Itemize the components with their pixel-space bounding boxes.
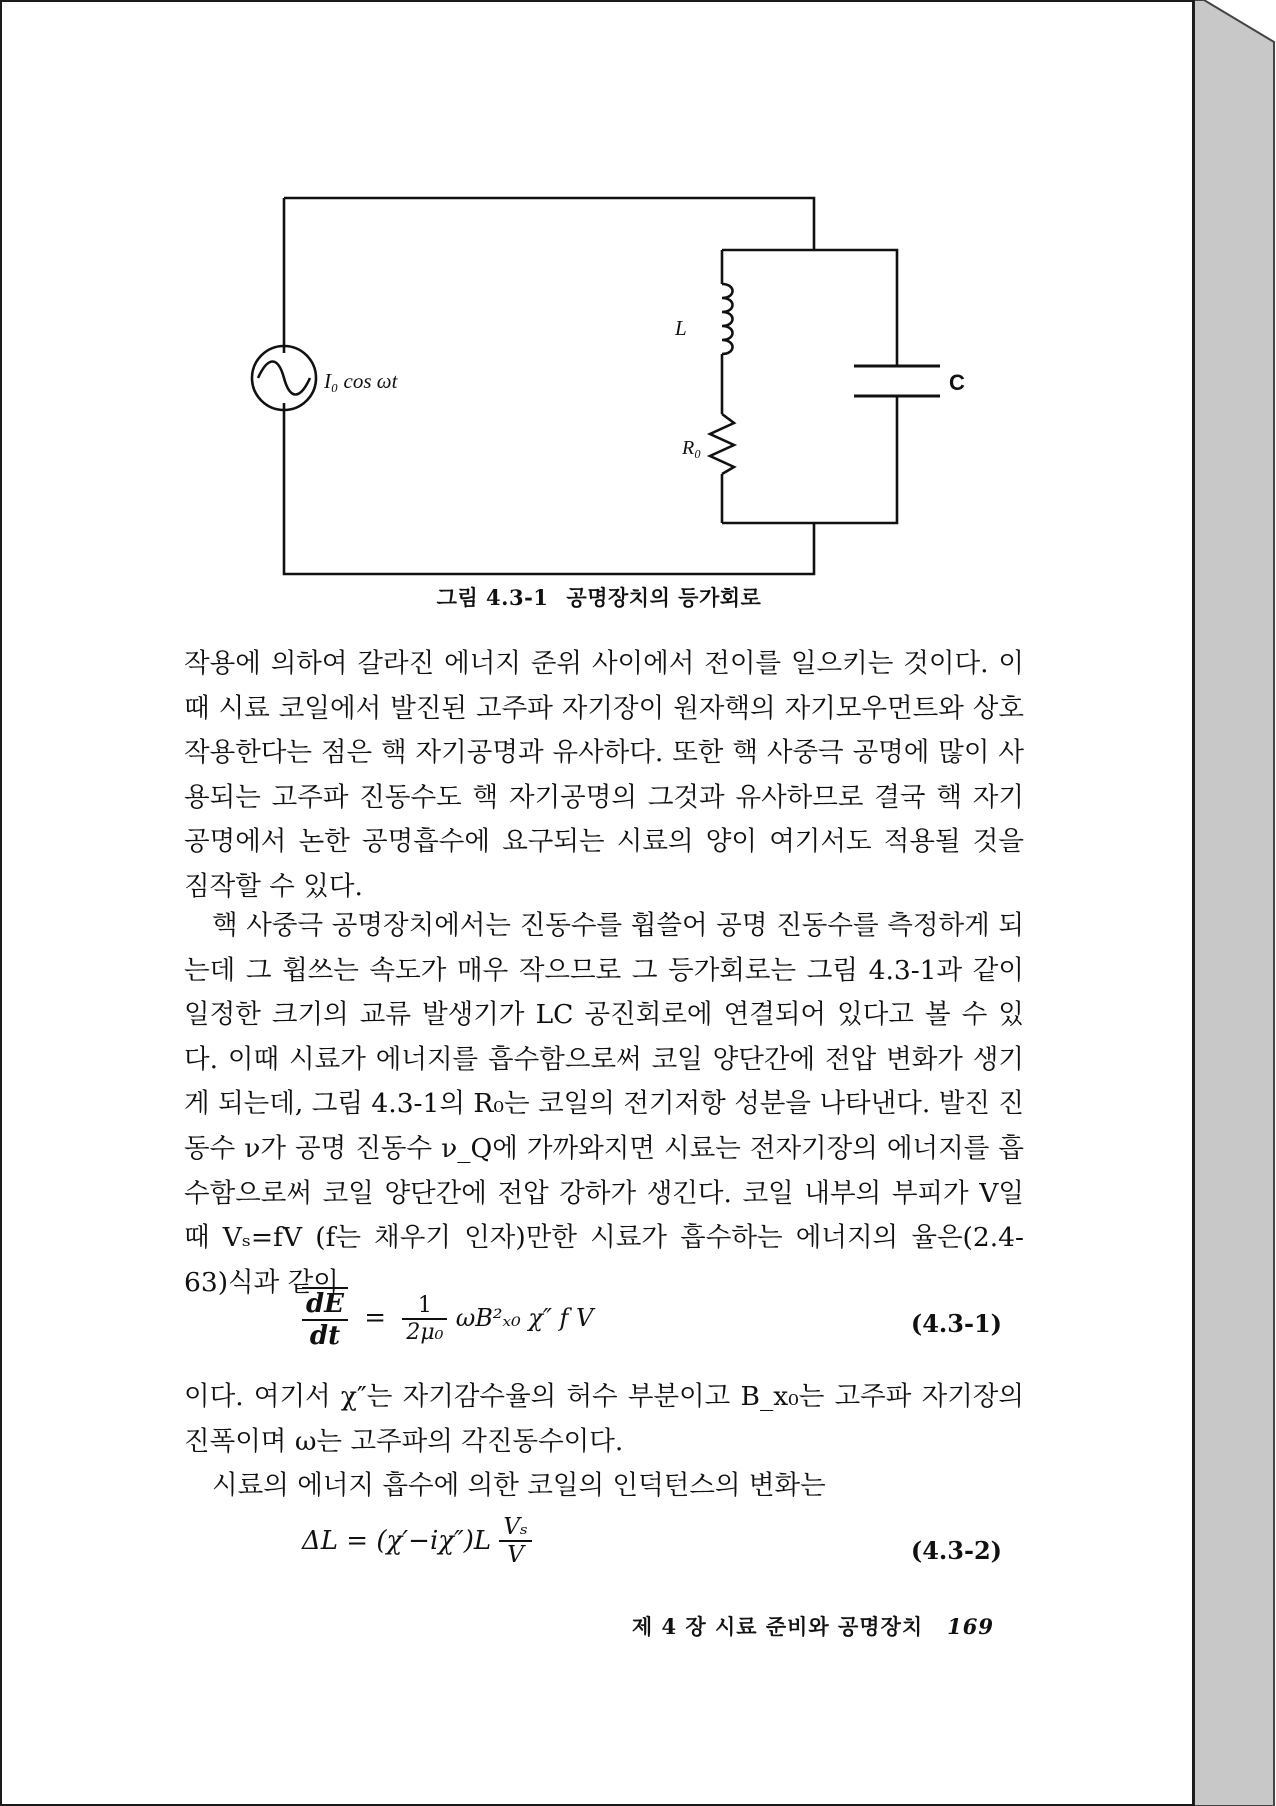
equation-fraction: [499, 1514, 531, 1568]
equation-rhs-tail: ωB²ₓ₀ χ″ f V: [455, 1304, 594, 1332]
equation-4-3-2: [302, 1514, 1002, 1594]
resistor-label: R₀: [682, 437, 702, 459]
equation-lhs-numerator: dE: [302, 1287, 348, 1321]
equation-number: (4.3-1): [910, 1309, 1002, 1338]
page-footer: [184, 1611, 994, 1641]
equation-4-3-1: [302, 1287, 1002, 1367]
paragraph-text: 시료의 에너지 흡수에 의한 코일의 인덕턴스의 변화는: [212, 1470, 826, 1502]
equation-equals: =: [364, 1303, 387, 1333]
equation-rhs-fraction: [402, 1293, 447, 1345]
page-number: 169: [947, 1614, 994, 1639]
equation-fraction-numerator: Vₛ: [499, 1514, 531, 1542]
inner-top-wire: [722, 250, 897, 357]
inductor-label: L: [675, 316, 687, 340]
circuit-diagram: [2, 2, 1196, 602]
equation-lhs-fraction: [302, 1287, 348, 1351]
capacitor-label: C: [949, 370, 965, 395]
equation-number: (4.3-2): [910, 1536, 1002, 1565]
figure-caption-text: 공명장치의 등가회로: [566, 585, 762, 610]
equation-lhs: ΔL = (χ′−iχ″)L: [302, 1526, 492, 1556]
paragraph-3: [184, 1375, 1024, 1509]
inductor-coil-icon: [722, 284, 733, 354]
paragraph-1: [184, 642, 1024, 910]
chapter-title: 제 4 장 시료 준비와 공명장치: [631, 1614, 924, 1639]
equation-fraction-denominator: V: [507, 1542, 524, 1568]
paragraph-text: 이다. 여기서 χ″는 자기감수율의 허수 부분이고 B_x₀는 고주파 자기장의 진폭이며 ω는 고주파의 각진동수이다.: [184, 1381, 1024, 1457]
paragraph-text: 작용에 의하여 갈라진 에너지 준위 사이에서 전이를 일으키는 것이다. 이때 시료 코일에서 발진된 고주파 자기장이 원자핵의 자기모우먼트와 상호작용한다는 점은 핵 자기공명과 유사하다. 또한 핵 사중극 공명에 많이 사용되는 고주파 진동수도 핵 자기공명의 그것과 유사하므로 결국 핵 자기공명에서 논한 공명흡수에 요구되는 시료의 양이 여기서도 적용될 것을 짐작할 수 있다.: [184, 648, 1024, 902]
figure-number: 그림 4.3-1: [436, 585, 549, 610]
equation-lhs-denominator: dt: [309, 1321, 341, 1351]
equation-rhs-denominator: 2μ₀: [406, 1320, 444, 1345]
source-label: I₀ cos ωt: [324, 369, 398, 393]
resistor-zigzag-icon: [710, 414, 734, 474]
paragraph-2: [184, 904, 1024, 1305]
outer-top-wire: [284, 198, 814, 250]
inner-bottom-wire: [722, 397, 897, 523]
book-spine: [1194, 0, 1276, 1806]
equation-rhs-numerator: 1: [402, 1293, 447, 1320]
figure-caption: [2, 582, 1196, 612]
paragraph-text: 핵 사중극 공명장치에서는 진동수를 휩쓸어 공명 진동수를 측정하게 되는데 그 휩쓰는 속도가 매우 작으므로 그 등가회로는 그림 4.3-1과 같이 일정한 크기의 교류 발생기가 LC 공진회로에 연결되어 있다고 볼 수 있다. 이때 시료가 에너지를 흡수함으로써 코일 양단간에 전압 변화가 생기게 되는데, 그림 4.3-1의 R₀는 코일의 전기저항 성분을 나타낸다. 발진 진동수 ν가 공명 진동수 ν_Q에 가까와지면 시료는 전자기장의 에너지를 흡수함으로써 코일 양단간에 전압 강하가 생긴다. 코일 내부의 부피가 V일 때 Vₛ=fV (f는 채우기 인자)만한 시료가 흡수하는 에너지의 율은(2.4-63)식과 같이: [184, 910, 1024, 1298]
outer-bottom-wire: [284, 403, 814, 574]
